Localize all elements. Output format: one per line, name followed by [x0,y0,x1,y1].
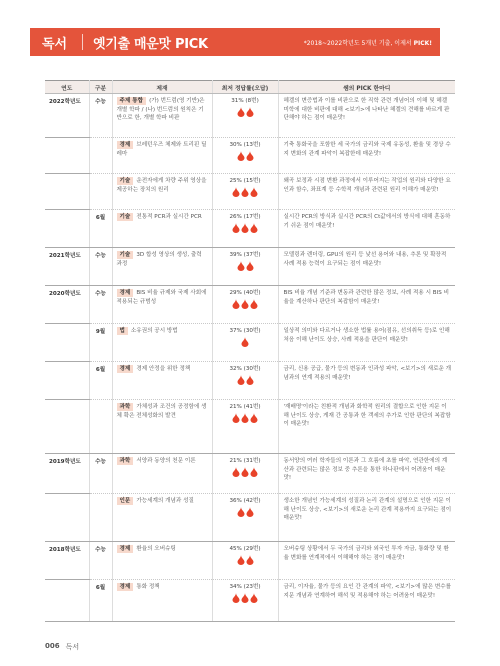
spice-level [216,299,275,309]
topic-text: 소유권의 공시 방법 [130,328,178,334]
term-cell [89,174,112,210]
topic-cell [112,248,212,286]
topic-text: 가능세계의 개념과 성질 [136,498,194,504]
chili-drop-icon [237,261,245,271]
topic-cell [112,324,212,362]
table-row [45,324,455,362]
rate-cell [212,174,278,210]
section-label: 독서 [42,36,68,52]
rate-text: 36% (42번) [229,498,261,504]
table-row [45,174,455,210]
spice-level [216,151,275,161]
chili-drop-icon [241,337,249,347]
term-cell: 6월 [89,210,112,248]
chili-drop-icon [232,413,240,423]
chili-drop-icon [232,593,240,603]
term-cell: 6월 [89,580,112,622]
topic-text: 브레턴우즈 체제와 트리핀 딜레마 [116,142,207,157]
header-divider [82,34,83,50]
rate-cell [212,94,278,138]
chili-drop-icon [246,375,254,385]
topic-cell [112,580,212,622]
year-cell [45,400,89,454]
table-body [45,94,455,622]
category-tag: 경제 [117,545,134,553]
spice-level [216,555,275,565]
chili-drop-icon [241,223,249,233]
col-term: 구분 [89,81,112,94]
col-pick: 쌤의 PICK 한마디 [278,81,455,94]
rate-text: 26% (17번) [229,214,261,220]
topic-text: 3D 합성 영상의 생성, 출력 과정 [116,252,202,267]
pick-comment-cell: 일상적 의미와 다르거나 생소한 법률 용어(점유, 선의취득 등)로 인해 처음 이해 난이도 상승, 사례 적용을 판단이 매운맛! [278,324,455,362]
table-row [45,94,455,138]
chili-drop-icon [237,107,245,117]
page-title: 옛기출 매운맛 PICK [93,36,208,52]
header-note-text: *2018~2022학년도 5개년 기출, 이제서 [303,39,414,47]
chili-drop-icon [250,299,258,309]
table-row [45,400,455,454]
chili-drop-icon [250,467,258,477]
term-cell: 9월 [89,324,112,362]
year-cell [45,494,89,542]
chili-drop-icon [237,151,245,161]
rate-text: 29% (40번) [229,290,261,296]
chili-drop-icon [241,413,249,423]
term-cell [89,400,112,454]
topic-text: 통화 정책 [136,584,160,590]
topic-cell [112,400,212,454]
chili-drop-icon [241,299,249,309]
term-cell [89,138,112,174]
category-tag: 법 [117,327,128,335]
chili-drop-icon [250,413,258,423]
chili-drop-icon [250,187,258,197]
table-row [45,494,455,542]
category-tag: 경제 [117,289,134,297]
chili-drop-icon [232,187,240,197]
pick-comment-cell: 실시간 PCR의 방식과 실시간 PCR의 Ct값에서의 방식에 대해 혼동하기 쉬운 점이 매운맛! [278,210,455,248]
pick-comment-cell: 동서양의 여러 학자들의 이론과 그 흐름에 초를 파악, 연관한에의 계산과 관련되는 많은 정보 중 추론을 통한 하나판에서 어려움이 매운맛! [278,454,455,494]
rate-text: 37% (30번) [229,328,261,334]
category-tag: 기술 [117,177,134,185]
topic-cell [112,210,212,248]
chili-drop-icon [246,107,254,117]
term-cell: 수능 [89,454,112,494]
topic-text: (가) 번드럼(영 기반)은 개별 학파 / (나) 번드럼의 원칙은 기반으로 한, 개별 학파 비판 [116,98,205,122]
rate-cell [212,454,278,494]
pick-comment-cell: BIS 비율 개념 기준과 변동과 관련한 많은 정보, 사례 적용 시 BIS 비율을 계산하나 판단의 복잡함이 매운맛! [278,286,455,324]
category-tag: 경제 [117,583,134,591]
spice-level [216,107,275,117]
chili-drop-icon [241,467,249,477]
rate-text: 31% (8번) [231,98,259,104]
year-cell: 2018학년도 [45,542,89,580]
table-row [45,362,455,400]
rate-cell [212,494,278,542]
year-cell: 2020학년도 [45,286,89,324]
topic-text: 전통적 PCR과 실시간 PCR [136,214,202,220]
term-cell: 수능 [89,286,112,324]
pick-comment-cell: 왜곡 보정과 시점 변환 과정에서 이루어지는 작업의 원리와 다양한 요인과 함수, 좌표계 등 수학적 개념과 관련된 원리 이해가 매운맛! [278,174,455,210]
table-row [45,454,455,494]
topic-text: BIS 비율 규제와 국제 사회에 적용되는 규범성 [116,290,207,305]
table-row [45,542,455,580]
rate-cell [212,580,278,622]
rate-cell [212,362,278,400]
category-tag: 인문 [117,497,134,505]
col-year: 연도 [45,81,89,94]
chili-drop-icon [250,223,258,233]
chili-drop-icon [232,299,240,309]
table-header-row [45,81,455,94]
rate-cell [212,324,278,362]
topic-text: 가체성과 조건의 공정함에 생체 확은 전체성화의 발견 [116,404,207,419]
term-cell: 6월 [89,362,112,400]
header-note [304,38,440,47]
rate-text: 32% (30번) [229,366,261,372]
col-rate: 최저 정답률(오답) [212,81,278,94]
topic-cell [112,138,212,174]
table-row [45,580,455,622]
topic-text: 서양과 동양의 천문 이론 [136,458,196,464]
spice-level [216,187,275,197]
spice-level [216,223,275,233]
rate-text: 45% (29번) [229,546,261,552]
category-tag: 주제 통합 [117,97,147,105]
rate-cell [212,248,278,286]
rate-text: 21% (41번) [229,404,261,410]
spice-level [216,507,275,517]
category-tag: 과학 [117,457,134,465]
pick-comment-cell: 생소한 개념인 가능세계의 성질과 논리 관계의 설명으로 인한 지문 이해 난이도 상승, <보기>의 새로운 논리 관계 적용까지 요구되는 점이 매운맛! [278,494,455,542]
chili-drop-icon [232,467,240,477]
year-cell: 2021학년도 [45,248,89,286]
category-tag: 과학 [117,403,134,411]
topic-text: 경제 안정을 위한 정책 [136,366,191,372]
rate-cell [212,286,278,324]
chili-drop-icon [241,593,249,603]
category-tag: 경제 [117,365,134,373]
page-footer [45,642,79,652]
term-cell: 수능 [89,542,112,580]
section-header [30,28,440,56]
page-number: 006 [45,642,60,650]
chili-drop-icon [250,593,258,603]
term-cell: 수능 [89,248,112,286]
rate-text: 34% (23번) [229,584,261,590]
rate-text: 30% (13번) [229,142,261,148]
spice-level [216,593,275,603]
chili-drop-icon [246,151,254,161]
chili-drop-icon [232,223,240,233]
year-cell [45,580,89,622]
year-cell: 2022학년도 [45,94,89,138]
term-cell: 수능 [89,94,112,138]
topic-cell [112,542,212,580]
year-cell [45,324,89,362]
topic-cell [112,454,212,494]
pick-table [45,80,455,622]
footer-section: 독서 [65,643,80,651]
year-cell [45,174,89,210]
topic-cell [112,94,212,138]
year-cell [45,362,89,400]
pick-comment-cell: 금리, 이자율, 물가 등의 요인 간 관계의 파악, <보기>에 많은 변수를 지문 개념과 연계하여 해석 및 적용해야 하는 어려움이 매운맛! [278,580,455,622]
chili-drop-icon [237,507,245,517]
topic-cell [112,362,212,400]
pick-comment-cell: 헤겔의 변증법과 이를 비판으로 한 직학 관련 개념어의 이해 및 헤겔 미학에 대한 비판에 대해 <보기>에 나타난 헤겔의 견해를 바르게 판단해야 하는 점이 매운맛! [278,94,455,138]
category-tag: 기술 [117,213,134,221]
topic-cell [112,494,212,542]
chili-drop-icon [237,555,245,565]
spice-level [216,413,275,423]
table-row [45,286,455,324]
topic-text: 환율의 오버슈팅 [136,546,176,552]
category-tag: 경제 [117,141,134,149]
pick-comment-cell: 모델링과 렌더링, GPU의 원리 등 낯선 용어와 내용, 추론 및 확장적 사례 적용 능력이 요구되는 점이 매운맛! [278,248,455,286]
year-cell: 2019학년도 [45,454,89,494]
rate-text: 39% (37번) [229,252,261,258]
spice-level [216,375,275,385]
year-cell [45,138,89,174]
rate-text: 21% (31번) [229,458,261,464]
chili-drop-icon [246,555,254,565]
pick-comment-cell: 기축 통화국을 포함한 세 국가의 금리와 국제 유동성, 환율 및 경상 수지 변화의 관계 파악이 복잡한데 매운맛! [278,138,455,174]
table-row [45,210,455,248]
term-cell [89,494,112,542]
year-cell [45,210,89,248]
spice-level [216,261,275,271]
spice-level [216,467,275,477]
table-row [45,138,455,174]
header-note-emph: PICK! [413,39,432,47]
rate-cell [212,542,278,580]
pick-comment-cell: '재배명'이라는 친환적 개념과 화학적 원리의 결합으로 인한 지문 이해 난이도 상승, 게재 간 공통과 한 객세의 추가로 인한 판단의 복잡함이 매운맛! [278,400,455,454]
topic-text: 운전자에게 차량 주위 영상을 제공하는 장치의 원리 [116,178,207,193]
chili-drop-icon [237,375,245,385]
topic-cell [112,286,212,324]
chili-drop-icon [246,261,254,271]
rate-cell [212,210,278,248]
col-topic: 제재 [112,81,212,94]
pick-comment-cell: 금리, 신용 공급, 물가 등의 변동과 인과성 파악, <보기>의 새로운 개념과의 연계 적용의 매운맛! [278,362,455,400]
pick-comment-cell: 오버슈팅 상황에서 두 국가의 금리와 외국인 투자 자금, 통화량 및 환율 변화를 연계적에서 이해해야 하는 점이 매운맛! [278,542,455,580]
spice-level [216,337,275,347]
chili-drop-icon [246,507,254,517]
topic-cell [112,174,212,210]
rate-cell [212,400,278,454]
chili-drop-icon [241,187,249,197]
rate-cell [212,138,278,174]
rate-text: 25% (15번) [229,178,261,184]
table-row [45,248,455,286]
category-tag: 기술 [117,251,134,259]
